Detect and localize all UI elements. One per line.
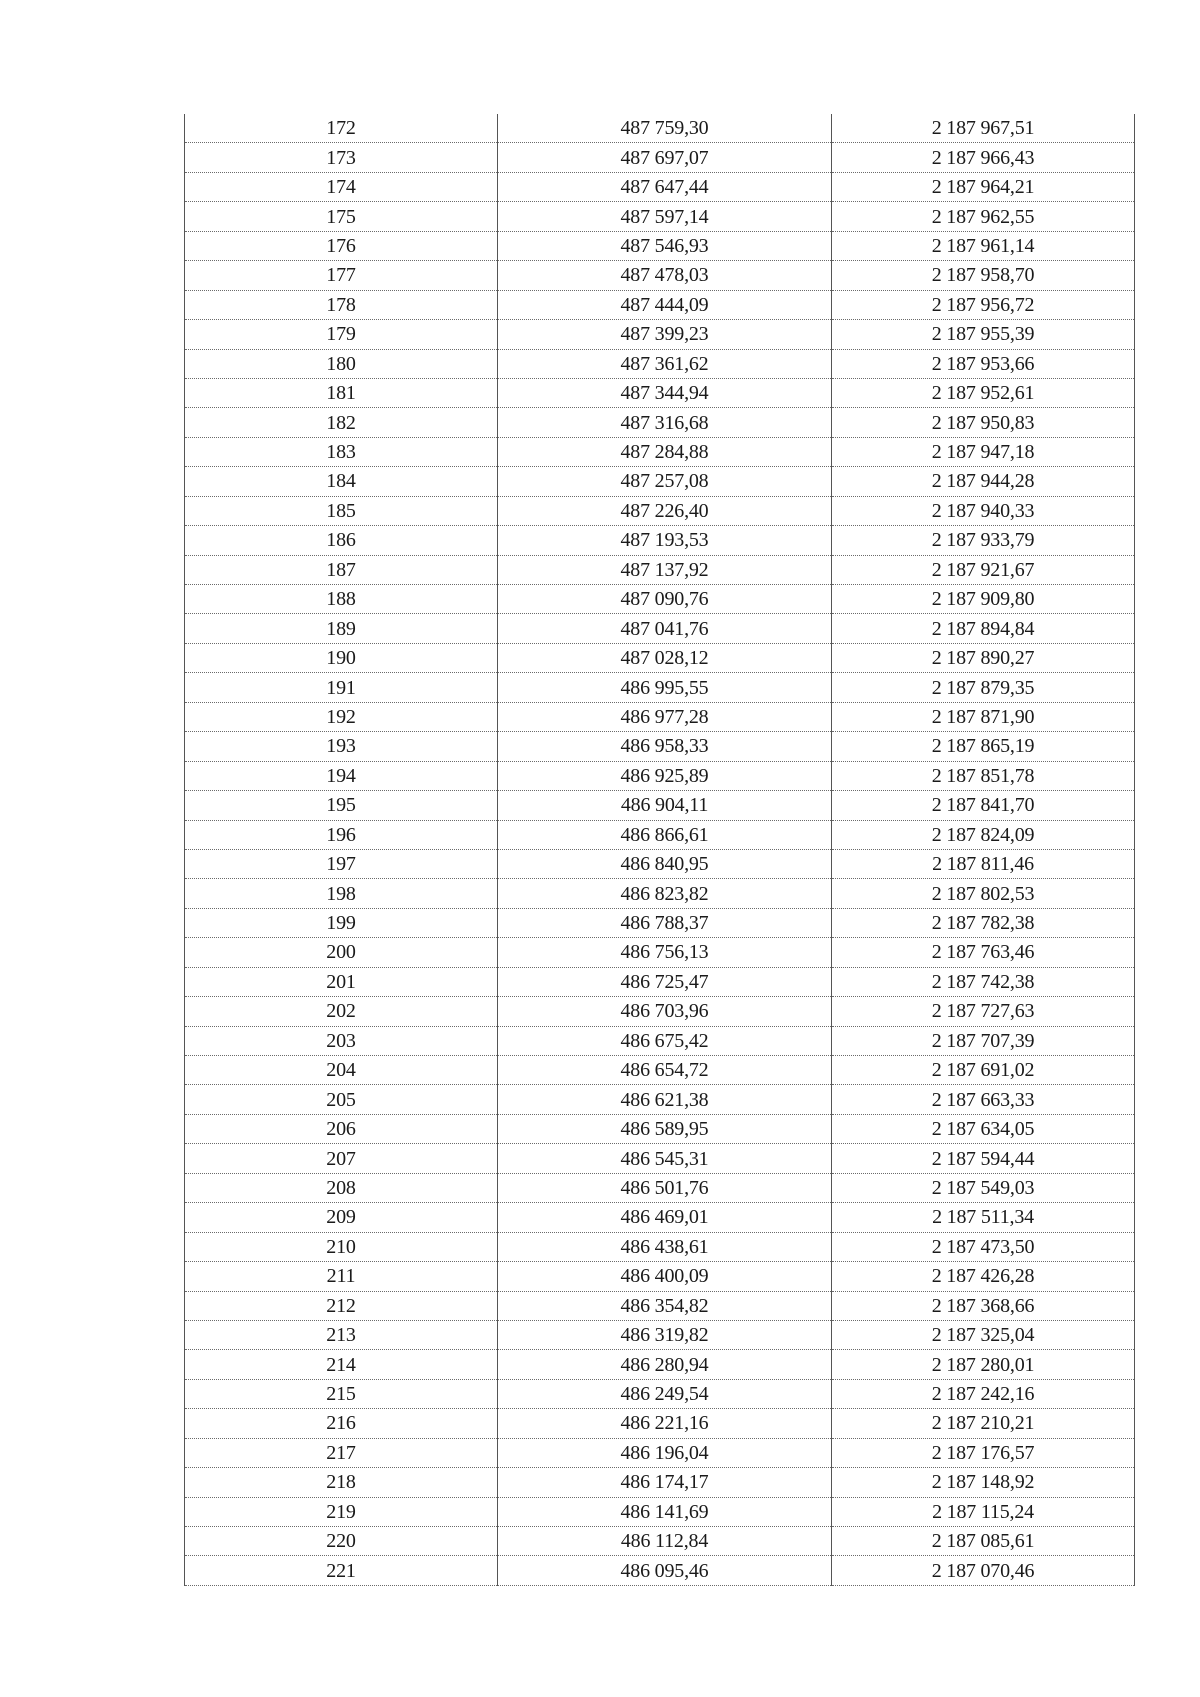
x-coordinate-cell: 486 095,46 (498, 1556, 832, 1585)
table-row (185, 1173, 1135, 1202)
y-coordinate-cell: 2 187 909,80 (832, 585, 1135, 614)
y-coordinate-cell: 2 187 953,66 (832, 349, 1135, 378)
table-row (185, 320, 1135, 349)
table-row (185, 349, 1135, 378)
x-coordinate-cell: 486 925,89 (498, 761, 832, 790)
point-number-cell: 216 (185, 1409, 498, 1438)
x-coordinate-cell: 486 249,54 (498, 1379, 832, 1408)
y-coordinate-cell: 2 187 782,38 (832, 908, 1135, 937)
point-number-cell: 174 (185, 172, 498, 201)
point-number-cell: 208 (185, 1173, 498, 1202)
point-number-cell: 172 (185, 114, 498, 143)
x-coordinate-cell: 487 226,40 (498, 496, 832, 525)
x-coordinate-cell: 486 469,01 (498, 1203, 832, 1232)
point-number-cell: 221 (185, 1556, 498, 1585)
point-number-cell: 195 (185, 791, 498, 820)
x-coordinate-cell: 486 174,17 (498, 1468, 832, 1497)
x-coordinate-cell: 486 788,37 (498, 908, 832, 937)
point-number-cell: 191 (185, 673, 498, 702)
y-coordinate-cell: 2 187 956,72 (832, 290, 1135, 319)
y-coordinate-cell: 2 187 634,05 (832, 1114, 1135, 1143)
x-coordinate-cell: 487 137,92 (498, 555, 832, 584)
table-row (185, 820, 1135, 849)
y-coordinate-cell: 2 187 663,33 (832, 1085, 1135, 1114)
x-coordinate-cell: 486 280,94 (498, 1350, 832, 1379)
point-number-cell: 199 (185, 908, 498, 937)
y-coordinate-cell: 2 187 280,01 (832, 1350, 1135, 1379)
point-number-cell: 194 (185, 761, 498, 790)
y-coordinate-cell: 2 187 967,51 (832, 114, 1135, 143)
x-coordinate-cell: 486 438,61 (498, 1232, 832, 1261)
point-number-cell: 220 (185, 1527, 498, 1556)
table-row (185, 202, 1135, 231)
x-coordinate-cell: 486 977,28 (498, 702, 832, 731)
point-number-cell: 193 (185, 732, 498, 761)
y-coordinate-cell: 2 187 958,70 (832, 261, 1135, 290)
table-row (185, 437, 1135, 466)
x-coordinate-cell: 486 319,82 (498, 1320, 832, 1349)
table-row (185, 967, 1135, 996)
table-row (185, 643, 1135, 672)
point-number-cell: 186 (185, 526, 498, 555)
coordinates-table (184, 114, 1135, 1586)
point-number-cell: 217 (185, 1438, 498, 1467)
x-coordinate-cell: 487 284,88 (498, 437, 832, 466)
x-coordinate-cell: 486 840,95 (498, 849, 832, 878)
x-coordinate-cell: 487 257,08 (498, 467, 832, 496)
x-coordinate-cell: 487 759,30 (498, 114, 832, 143)
y-coordinate-cell: 2 187 955,39 (832, 320, 1135, 349)
x-coordinate-cell: 487 647,44 (498, 172, 832, 201)
point-number-cell: 200 (185, 938, 498, 967)
y-coordinate-cell: 2 187 085,61 (832, 1527, 1135, 1556)
point-number-cell: 177 (185, 261, 498, 290)
point-number-cell: 210 (185, 1232, 498, 1261)
point-number-cell: 204 (185, 1056, 498, 1085)
x-coordinate-cell: 487 344,94 (498, 378, 832, 407)
y-coordinate-cell: 2 187 947,18 (832, 437, 1135, 466)
x-coordinate-cell: 486 545,31 (498, 1144, 832, 1173)
y-coordinate-cell: 2 187 426,28 (832, 1262, 1135, 1291)
x-coordinate-cell: 486 589,95 (498, 1114, 832, 1143)
point-number-cell: 205 (185, 1085, 498, 1114)
point-number-cell: 173 (185, 143, 498, 172)
x-coordinate-cell: 486 196,04 (498, 1438, 832, 1467)
y-coordinate-cell: 2 187 944,28 (832, 467, 1135, 496)
y-coordinate-cell: 2 187 851,78 (832, 761, 1135, 790)
y-coordinate-cell: 2 187 148,92 (832, 1468, 1135, 1497)
point-number-cell: 203 (185, 1026, 498, 1055)
y-coordinate-cell: 2 187 921,67 (832, 555, 1135, 584)
table-row (185, 1409, 1135, 1438)
point-number-cell: 190 (185, 643, 498, 672)
x-coordinate-cell: 486 501,76 (498, 1173, 832, 1202)
y-coordinate-cell: 2 187 473,50 (832, 1232, 1135, 1261)
y-coordinate-cell: 2 187 115,24 (832, 1497, 1135, 1526)
y-coordinate-cell: 2 187 594,44 (832, 1144, 1135, 1173)
point-number-cell: 185 (185, 496, 498, 525)
table-row (185, 908, 1135, 937)
table-row (185, 1556, 1135, 1585)
table-row (185, 673, 1135, 702)
point-number-cell: 184 (185, 467, 498, 496)
point-number-cell: 175 (185, 202, 498, 231)
table-row (185, 1203, 1135, 1232)
y-coordinate-cell: 2 187 210,21 (832, 1409, 1135, 1438)
point-number-cell: 197 (185, 849, 498, 878)
x-coordinate-cell: 486 675,42 (498, 1026, 832, 1055)
y-coordinate-cell: 2 187 841,70 (832, 791, 1135, 820)
x-coordinate-cell: 487 361,62 (498, 349, 832, 378)
y-coordinate-cell: 2 187 070,46 (832, 1556, 1135, 1585)
table-row (185, 261, 1135, 290)
table-row (185, 408, 1135, 437)
y-coordinate-cell: 2 187 879,35 (832, 673, 1135, 702)
y-coordinate-cell: 2 187 961,14 (832, 231, 1135, 260)
point-number-cell: 180 (185, 349, 498, 378)
y-coordinate-cell: 2 187 802,53 (832, 879, 1135, 908)
point-number-cell: 209 (185, 1203, 498, 1232)
point-number-cell: 215 (185, 1379, 498, 1408)
point-number-cell: 219 (185, 1497, 498, 1526)
y-coordinate-cell: 2 187 952,61 (832, 378, 1135, 407)
x-coordinate-cell: 486 995,55 (498, 673, 832, 702)
point-number-cell: 182 (185, 408, 498, 437)
point-number-cell: 218 (185, 1468, 498, 1497)
point-number-cell: 188 (185, 585, 498, 614)
x-coordinate-cell: 486 904,11 (498, 791, 832, 820)
table-row (185, 1232, 1135, 1261)
x-coordinate-cell: 486 756,13 (498, 938, 832, 967)
table-row (185, 231, 1135, 260)
table-row (185, 1144, 1135, 1173)
table-row (185, 1527, 1135, 1556)
y-coordinate-cell: 2 187 176,57 (832, 1438, 1135, 1467)
table-row (185, 1056, 1135, 1085)
x-coordinate-cell: 486 703,96 (498, 997, 832, 1026)
y-coordinate-cell: 2 187 933,79 (832, 526, 1135, 555)
y-coordinate-cell: 2 187 691,02 (832, 1056, 1135, 1085)
table-row (185, 761, 1135, 790)
table-row (185, 1438, 1135, 1467)
y-coordinate-cell: 2 187 763,46 (832, 938, 1135, 967)
table-row (185, 1262, 1135, 1291)
y-coordinate-cell: 2 187 964,21 (832, 172, 1135, 201)
coordinates-table-body (185, 114, 1135, 1585)
x-coordinate-cell: 487 028,12 (498, 643, 832, 672)
x-coordinate-cell: 486 112,84 (498, 1527, 832, 1556)
table-row (185, 849, 1135, 878)
x-coordinate-cell: 486 221,16 (498, 1409, 832, 1438)
table-row (185, 938, 1135, 967)
y-coordinate-cell: 2 187 242,16 (832, 1379, 1135, 1408)
y-coordinate-cell: 2 187 511,34 (832, 1203, 1135, 1232)
table-row (185, 1085, 1135, 1114)
y-coordinate-cell: 2 187 871,90 (832, 702, 1135, 731)
point-number-cell: 179 (185, 320, 498, 349)
x-coordinate-cell: 486 654,72 (498, 1056, 832, 1085)
y-coordinate-cell: 2 187 865,19 (832, 732, 1135, 761)
point-number-cell: 189 (185, 614, 498, 643)
x-coordinate-cell: 487 193,53 (498, 526, 832, 555)
table-row (185, 879, 1135, 908)
table-row (185, 172, 1135, 201)
y-coordinate-cell: 2 187 325,04 (832, 1320, 1135, 1349)
x-coordinate-cell: 487 444,09 (498, 290, 832, 319)
y-coordinate-cell: 2 187 742,38 (832, 967, 1135, 996)
table-row (185, 1350, 1135, 1379)
x-coordinate-cell: 486 354,82 (498, 1291, 832, 1320)
table-row (185, 496, 1135, 525)
table-row (185, 732, 1135, 761)
point-number-cell: 181 (185, 378, 498, 407)
point-number-cell: 196 (185, 820, 498, 849)
table-row (185, 378, 1135, 407)
point-number-cell: 214 (185, 1350, 498, 1379)
table-row (185, 555, 1135, 584)
x-coordinate-cell: 486 621,38 (498, 1085, 832, 1114)
x-coordinate-cell: 486 866,61 (498, 820, 832, 849)
point-number-cell: 206 (185, 1114, 498, 1143)
table-row (185, 143, 1135, 172)
table-row (185, 997, 1135, 1026)
y-coordinate-cell: 2 187 549,03 (832, 1173, 1135, 1202)
table-row (185, 1379, 1135, 1408)
point-number-cell: 187 (185, 555, 498, 584)
x-coordinate-cell: 486 141,69 (498, 1497, 832, 1526)
table-row (185, 1026, 1135, 1055)
y-coordinate-cell: 2 187 890,27 (832, 643, 1135, 672)
point-number-cell: 183 (185, 437, 498, 466)
y-coordinate-cell: 2 187 950,83 (832, 408, 1135, 437)
table-row (185, 1291, 1135, 1320)
table-row (185, 1320, 1135, 1349)
point-number-cell: 198 (185, 879, 498, 908)
table-row (185, 791, 1135, 820)
x-coordinate-cell: 487 597,14 (498, 202, 832, 231)
table-row (185, 1497, 1135, 1526)
point-number-cell: 178 (185, 290, 498, 319)
table-row (185, 702, 1135, 731)
table-row (185, 526, 1135, 555)
x-coordinate-cell: 487 399,23 (498, 320, 832, 349)
y-coordinate-cell: 2 187 727,63 (832, 997, 1135, 1026)
y-coordinate-cell: 2 187 940,33 (832, 496, 1135, 525)
y-coordinate-cell: 2 187 824,09 (832, 820, 1135, 849)
y-coordinate-cell: 2 187 368,66 (832, 1291, 1135, 1320)
point-number-cell: 201 (185, 967, 498, 996)
point-number-cell: 207 (185, 1144, 498, 1173)
point-number-cell: 213 (185, 1320, 498, 1349)
table-row (185, 614, 1135, 643)
x-coordinate-cell: 487 316,68 (498, 408, 832, 437)
x-coordinate-cell: 486 400,09 (498, 1262, 832, 1291)
y-coordinate-cell: 2 187 894,84 (832, 614, 1135, 643)
point-number-cell: 212 (185, 1291, 498, 1320)
table-row (185, 585, 1135, 614)
x-coordinate-cell: 487 478,03 (498, 261, 832, 290)
y-coordinate-cell: 2 187 962,55 (832, 202, 1135, 231)
point-number-cell: 211 (185, 1262, 498, 1291)
point-number-cell: 202 (185, 997, 498, 1026)
point-number-cell: 176 (185, 231, 498, 260)
table-row (185, 114, 1135, 143)
table-row (185, 467, 1135, 496)
table-row (185, 1114, 1135, 1143)
x-coordinate-cell: 487 090,76 (498, 585, 832, 614)
x-coordinate-cell: 487 041,76 (498, 614, 832, 643)
x-coordinate-cell: 486 823,82 (498, 879, 832, 908)
point-number-cell: 192 (185, 702, 498, 731)
x-coordinate-cell: 487 697,07 (498, 143, 832, 172)
y-coordinate-cell: 2 187 707,39 (832, 1026, 1135, 1055)
table-row (185, 290, 1135, 319)
table-row (185, 1468, 1135, 1497)
x-coordinate-cell: 486 725,47 (498, 967, 832, 996)
x-coordinate-cell: 486 958,33 (498, 732, 832, 761)
y-coordinate-cell: 2 187 966,43 (832, 143, 1135, 172)
y-coordinate-cell: 2 187 811,46 (832, 849, 1135, 878)
x-coordinate-cell: 487 546,93 (498, 231, 832, 260)
